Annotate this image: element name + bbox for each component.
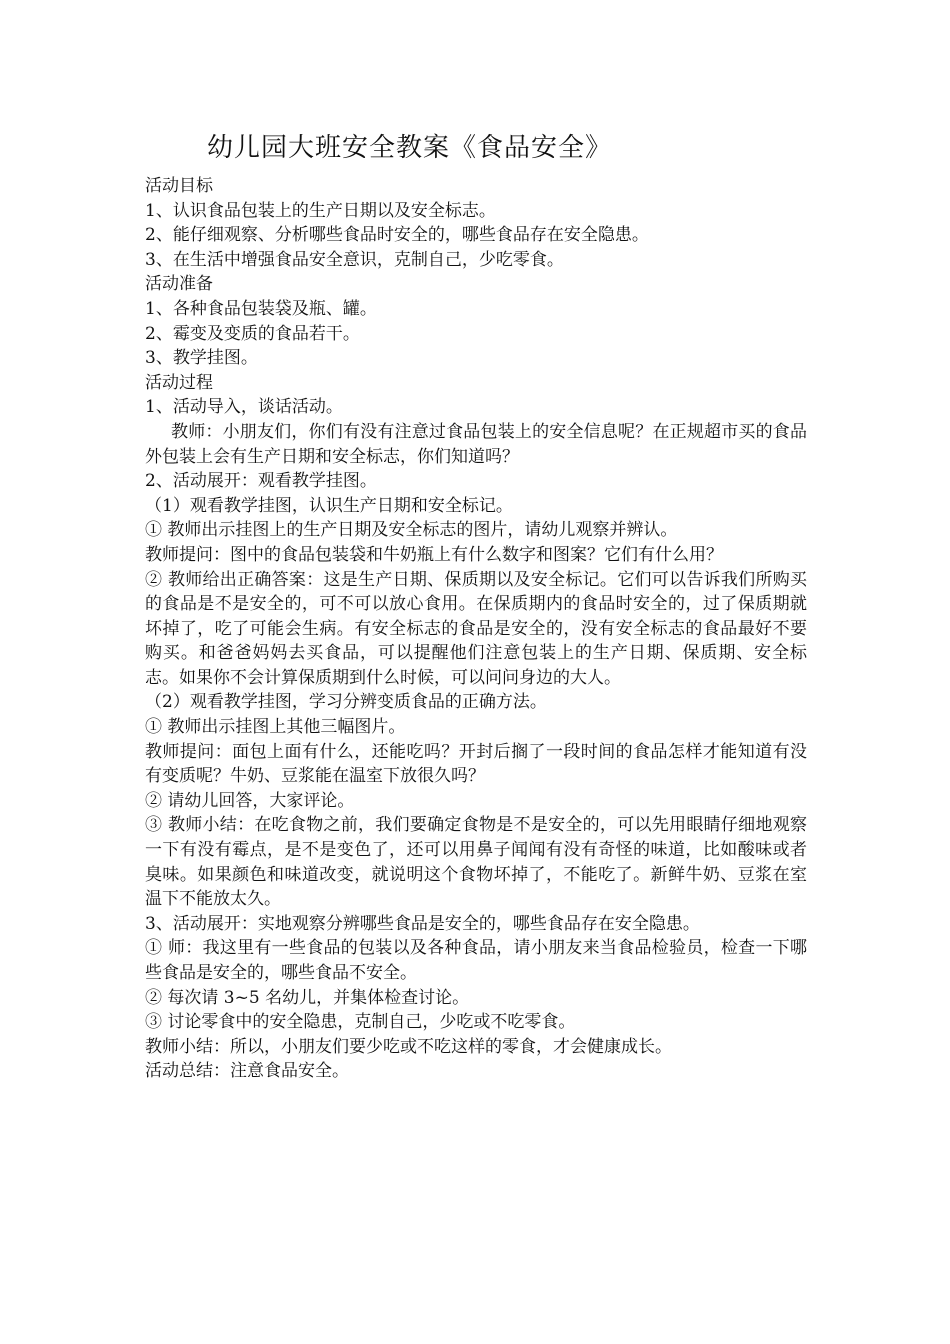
process-step-2: 2、活动展开：观看教学挂图。 <box>145 471 377 492</box>
preparation-item-2: 2、霉变及变质的食品若干。 <box>145 323 360 344</box>
substep-1-item-1: ① 教师出示挂图上的生产日期及安全标志的图片，请幼儿观察并辨认。 <box>145 520 678 541</box>
teacher-question-2: 教师提问：面包上面有什么，还能吃吗？开封后搁了一段时间的食品怎样才能知道有没有变质呢？牛奶、豆浆能在温室下放很久吗？ <box>145 741 807 787</box>
teacher-summary: 教师小结：所以，小朋友们要少吃或不吃这样的零食，才会健康成长。 <box>145 1036 672 1057</box>
document-page <box>145 128 807 1084</box>
preparation-item-1: 1、各种食品包装袋及瓶、罐。 <box>145 298 377 319</box>
teacher-question-1: 教师提问：图中的食品包装袋和牛奶瓶上有什么数字和图案？它们有什么用？ <box>145 544 723 565</box>
teacher-dialogue: 教师：小朋友们，你们有没有注意过食品包装上的安全信息呢？在正规超市买的食品外包装上会有生产日期和安全标志，你们知道吗？ <box>145 421 807 467</box>
process-step-1: 1、活动导入，谈话活动。 <box>145 397 343 418</box>
substep-2-item-2: ② 请幼儿回答，大家评论。 <box>145 790 355 811</box>
section-heading-process: 活动过程 <box>145 372 213 393</box>
step-3-item-3: ③ 讨论零食中的安全隐患，克制自己，少吃或不吃零食。 <box>145 1012 576 1033</box>
substep-2-item-1: ① 教师出示挂图上其他三幅图片。 <box>145 717 406 738</box>
document-title: 幼儿园大班安全教案《食品安全》 <box>207 133 613 163</box>
goal-item-1: 1、认识食品包装上的生产日期以及安全标志。 <box>145 200 496 221</box>
preparation-item-3: 3、教学挂图。 <box>145 348 258 369</box>
substep-1-item-2: ② 教师给出正确答案：这是生产日期、保质期以及安全标记。它们可以告诉我们所购买的食品是不是安全的，可不可以放心食用。在保质期内的食品时安全的，过了保质期就坏掉了，吃了可能会生病。有安全标志的食品是安全的，没有安全标志的食品最好不要购买。和爸爸妈妈去买食品，可以提醒他们注意包装上的生产日期、保质期、安全标志。如果你不会计算保质期到什么时候，可以问问身边的大人。 <box>145 569 807 688</box>
substep-2-item-3: ③ 教师小结：在吃食物之前，我们要确定食物是不是安全的，可以先用眼睛仔细地观察一下有没有霉点，是不是变色了，还可以用鼻子闻闻有没有奇怪的味道，比如酸味或者臭味。如果颜色和味道改变，就说明这个食物坏掉了，不能吃了。新鲜牛奶、豆浆在室温下不能放太久。 <box>145 815 807 910</box>
activity-summary: 活动总结：注意食品安全。 <box>145 1061 349 1082</box>
goal-item-3: 3、在生活中增强食品安全意识，克制自己，少吃零食。 <box>145 249 564 270</box>
substep-1: （1）观看教学挂图，认识生产日期和安全标记。 <box>145 495 513 516</box>
step-3-item-1: ① 师：我这里有一些食品的包装以及各种食品，请小朋友来当食品检验员，检查一下哪些食品是安全的，哪些食品不安全。 <box>145 938 807 983</box>
section-heading-goals: 活动目标 <box>145 176 213 196</box>
goal-item-2: 2、能仔细观察、分析哪些食品时安全的，哪些食品存在安全隐患。 <box>145 225 649 246</box>
process-step-3: 3、活动展开：实地观察分辨哪些食品是安全的，哪些食品存在安全隐患。 <box>145 913 700 934</box>
step-3-item-2: ② 每次请 3~5 名幼儿，并集体检查讨论。 <box>145 987 470 1008</box>
section-heading-preparation: 活动准备 <box>145 274 213 295</box>
substep-2: （2）观看教学挂图，学习分辨变质食品的正确方法。 <box>145 692 547 713</box>
